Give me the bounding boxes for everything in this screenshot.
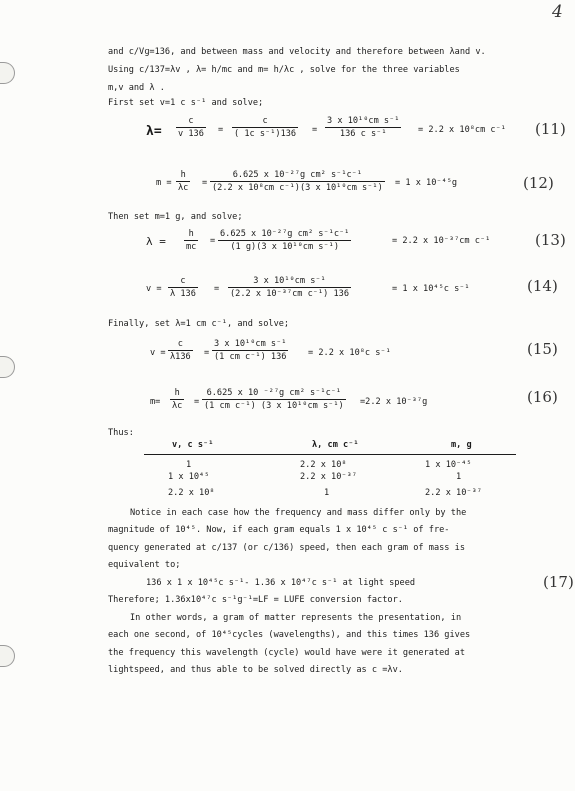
equation-16-lhs: m= bbox=[150, 397, 161, 407]
equation-15-fraction-1: $\frac{c}{\lambda 136}$ bbox=[170, 339, 191, 362]
text-line: and c/Vɡ=136, and between mass and velocity and therefore between λand v. bbox=[108, 47, 486, 57]
text-line: In other words, a gram of matter represents the presentation, in bbox=[130, 613, 462, 623]
equation-13-fraction-1: $\frac{h}{mc}$ bbox=[186, 229, 197, 252]
text-line: the frequency this wavelength (cycle) would have were it generated at bbox=[108, 648, 465, 658]
table-cell: 1 bbox=[324, 488, 330, 498]
table-header-velocity: v, c s⁻¹ bbox=[172, 440, 214, 450]
equation-14-label: (14) bbox=[527, 277, 558, 295]
equation-14-result: = 1 x 10⁴⁵c s⁻¹ bbox=[392, 284, 470, 294]
text-line: quency generated at c/137 (or c/136) speed, then each gram of mass is bbox=[108, 543, 465, 553]
table-cell: 2.2 x 10⁸ bbox=[168, 488, 215, 498]
table-header-wavelength: λ, cm c⁻¹ bbox=[312, 440, 359, 450]
equation-12-result: = 1 x 10⁻⁴⁵g bbox=[395, 178, 458, 188]
text-line: Using c/137=λv , λ= h/mc and m= h/λc , solve for the three variables bbox=[108, 65, 460, 75]
equals-sign: = bbox=[312, 125, 318, 135]
equation-11-result: = 2.2 x 10⁸cm c⁻¹ bbox=[418, 125, 506, 135]
equation-13-lhs: λ = bbox=[146, 235, 166, 248]
text-line: First set v=1 c s⁻¹ and solve; bbox=[108, 98, 264, 108]
equation-14-fraction-2: $\frac{\text{3 x 10¹⁰cm s⁻¹}}{\text{(2.2 x 10⁻³⁷cm c⁻¹) 136}}$ bbox=[230, 276, 349, 299]
text-line: equivalent to; bbox=[108, 560, 181, 570]
table-cell: 1 x 10⁻⁴⁵ bbox=[425, 460, 472, 470]
equals-sign: = bbox=[214, 284, 220, 294]
table-cell: 1 bbox=[186, 460, 192, 470]
equation-11-label: (11) bbox=[535, 120, 566, 138]
text-line: Therefore; 1.36x10⁴⁷c s⁻¹g⁻¹=LF = LUFE conversion factor. bbox=[108, 595, 403, 605]
table-cell: 2.2 x 10⁸ bbox=[300, 460, 347, 470]
equation-11-fraction-2: $\frac{c}{\text{( 1c s⁻¹)136}}$ bbox=[234, 116, 297, 139]
binder-hole-middle bbox=[0, 356, 15, 378]
equation-16-fraction-2: $\frac{\text{6.625 x 10 ⁻²⁷g cm² s⁻¹c⁻¹}}{\text{(1 cm c⁻¹) (3 x 10¹⁰cm s⁻¹)}}$ bbox=[204, 388, 344, 411]
equation-11-lhs: λ= bbox=[146, 124, 162, 139]
text-line: Thus: bbox=[108, 428, 134, 438]
equals-sign: = bbox=[202, 178, 208, 188]
equation-15-label: (15) bbox=[527, 340, 558, 358]
equation-12-label: (12) bbox=[523, 174, 554, 192]
equals-sign: = bbox=[218, 125, 224, 135]
equation-15-lhs: v = bbox=[150, 348, 166, 358]
equation-16-fraction-1: $\frac{h}{\lambda c}$ bbox=[172, 388, 183, 411]
text-line: Then set m=1 g, and solve; bbox=[108, 212, 243, 222]
binder-hole-bottom bbox=[0, 645, 15, 667]
equation-13-result: = 2.2 x 10⁻³⁷cm c⁻¹ bbox=[392, 236, 491, 246]
equation-15-fraction-2: $\frac{\text{3 x 10¹⁰cm s⁻¹}}{\text{(1 cm c⁻¹) 136}}$ bbox=[214, 339, 287, 362]
equation-11-fraction-1: $\frac{c}{v 136}$ bbox=[178, 116, 204, 139]
text-line: magnitude of 10⁴⁵. Now, if each gram equals 1 x 10⁴⁵ c s⁻¹ of fre- bbox=[108, 525, 450, 535]
equation-12-lhs: m = bbox=[156, 178, 172, 188]
equation-15-result: = 2.2 x 10⁸c s⁻¹ bbox=[308, 348, 391, 358]
equation-16-result: =2.2 x 10⁻³⁷g bbox=[360, 397, 428, 407]
text-line: 136 x 1 x 10⁴⁵c s⁻¹- 1.36 x 10⁴⁷c s⁻¹ at light speed bbox=[146, 578, 416, 588]
text-line: m,v and λ . bbox=[108, 83, 165, 93]
equals-sign: = bbox=[194, 397, 200, 407]
text-line: each one second, of 10⁴⁵cycles (wavelengths), and this times 136 gives bbox=[108, 630, 471, 640]
table-cell: 1 x 10⁴⁵ bbox=[168, 472, 210, 482]
equation-12-fraction-2: $\frac{\text{6.625 x 10⁻²⁷g cm² s⁻¹c⁻¹}}{\text{(2.2 x 10⁸cm c⁻¹)(3 x 10¹⁰cm s⁻¹)}}$ bbox=[212, 170, 383, 193]
equation-17-label: (17) bbox=[543, 573, 574, 591]
equation-12-fraction-1: $\frac{h}{\lambda c}$ bbox=[178, 170, 189, 193]
equation-14-fraction-1: $\frac{c}{\lambda 136}$ bbox=[170, 276, 196, 299]
equation-16-label: (16) bbox=[527, 388, 558, 406]
table-rule bbox=[144, 454, 516, 455]
text-line: lightspeed, and thus able to be solved directly as c =λv. bbox=[108, 665, 403, 675]
binder-hole-top bbox=[0, 62, 15, 84]
text-line: Finally, set λ=1 cm c⁻¹, and solve; bbox=[108, 319, 290, 329]
equals-sign: = bbox=[204, 348, 210, 358]
table-cell: 2.2 x 10⁻³⁷ bbox=[300, 472, 357, 482]
equals-sign: = bbox=[210, 236, 216, 246]
table-header-mass: m, g bbox=[451, 440, 472, 450]
equation-13-fraction-2: $\frac{\text{6.625 x 10⁻²⁷g cm² s⁻¹c⁻¹}}{\text{(1 g)(3 x 10¹⁰cm s⁻¹)}}$ bbox=[220, 229, 350, 252]
equation-13-label: (13) bbox=[535, 231, 566, 249]
page-number: 4 bbox=[552, 2, 563, 22]
equation-11-fraction-3: $\frac{\text{3 x 10¹⁰cm s⁻¹}}{\text{136 c s⁻¹}}$ bbox=[327, 116, 400, 139]
equation-14-lhs: v = bbox=[146, 284, 162, 294]
text-line: Notice in each case how the frequency and mass differ only by the bbox=[130, 508, 467, 518]
table-cell: 2.2 x 10⁻³⁷ bbox=[425, 488, 482, 498]
table-cell: 1 bbox=[456, 472, 462, 482]
